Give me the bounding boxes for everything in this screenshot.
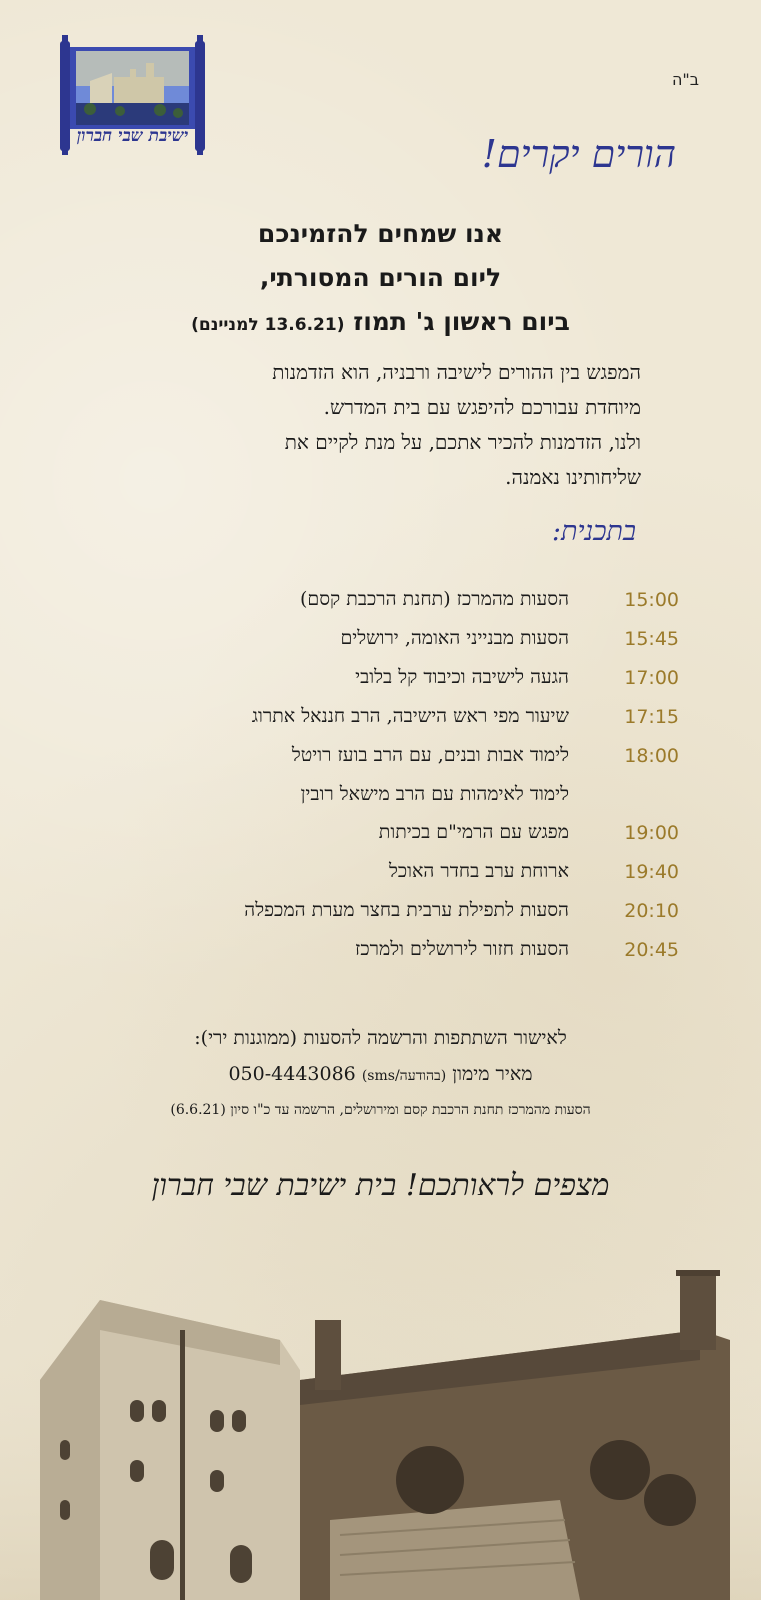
schedule-time: 15:45 [624,627,679,650]
intro-line-1: המפגש בין ההורים לישיבה ורבניה, הוא הזדמנות [272,360,641,384]
schedule-time: 17:15 [624,705,679,728]
schedule-event: לימוד אבות ובנים, עם הרב בועז רויטל [291,744,569,766]
intro-line-4: שליחותינו נאמנה. [505,465,641,489]
schedule-event: הסעות חזור לירושלים ולמרכז [355,938,569,960]
headline-line-1: אנו שמחים להזמינכם [257,219,504,248]
headline-line-2: ליום הורים המסורתי, [259,263,502,292]
logo-text: ישיבת שבי חברון [76,126,189,146]
schedule-row [79,813,679,852]
schedule-row [79,736,679,775]
headline-line-3 [60,300,701,347]
closing-signature: מצפים לראותכם! בית ישיבת שבי חברון [151,1168,610,1203]
schedule-row [79,775,679,813]
contact-name: מאיר מימון [452,1063,533,1085]
intro-line-2: מיוחדת עבורכם להיפגש עם בית המדרש. [323,395,641,419]
cave-of-patriarchs-photo [0,1270,761,1600]
headline-date-hebrew: ביום ראשון ג' תמוז [353,307,570,336]
registration-note: הסעות מהמרכז תחנת הרכבת קסם ומירושלים, הרשמה עד כ"ו סיון (6.6.21) [170,1102,591,1118]
schedule-time: 19:00 [624,821,679,844]
schedule-event: הסעות מהמרכז (תחנת הרכבת קסם) [299,588,569,610]
schedule-event: הסעות מבנייני האומה, ירושלים [340,627,569,649]
schedule-row [79,658,679,697]
schedule-time: 15:00 [624,588,679,611]
intro-paragraph [60,355,641,495]
schedule-event: ארוחת ערב בחדר האוכל [388,860,569,882]
intro-line-3: ולנו, הזדמנות להכיר אתכם, על מנת לקיים את [284,430,641,454]
contact-method: (בהודעה/sms) [361,1068,447,1084]
schedule-row [79,891,679,930]
schedule-event: לימוד לאימהות עם הרב מישאל רובין [300,782,569,805]
schedule-time: 19:40 [624,860,679,883]
contact-line [60,1056,701,1094]
schedule-time: 17:00 [624,666,679,689]
headline-date-gregorian: (13.6.21 למניינם) [191,315,345,335]
headline [60,212,701,347]
bh-mark: ב"ה [671,70,699,89]
schedule-row [79,580,679,619]
schedule-event: שיעור מפי ראש הישיבה, הרב חננאל אתרוג [251,705,569,727]
schedule-row [79,930,679,969]
confirmation-title: לאישור השתתפות והרשמה להסעות (ממוגנות ירי): [194,1027,567,1049]
confirmation-block [60,1020,701,1094]
schedule-row [79,619,679,658]
schedule-event: הגעה לישיבה וכיבוד קל בלובי [355,666,569,688]
schedule-time: 20:45 [624,938,679,961]
schedule-row [79,852,679,891]
greeting-title: הורים יקרים! [481,132,676,176]
schedule-event: מפגש עם הרמי"ם בכיתות [378,821,569,843]
schedule-event: הסעות לתפילת ערבית בחצר מערת המכפלה [244,899,569,921]
schedule-list [79,580,679,969]
schedule-time: 18:00 [624,744,679,767]
program-title: בתכנית: [551,516,636,547]
schedule-time: 20:10 [624,899,679,922]
schedule-row [79,697,679,736]
contact-phone: 050-4443086 [228,1063,356,1085]
